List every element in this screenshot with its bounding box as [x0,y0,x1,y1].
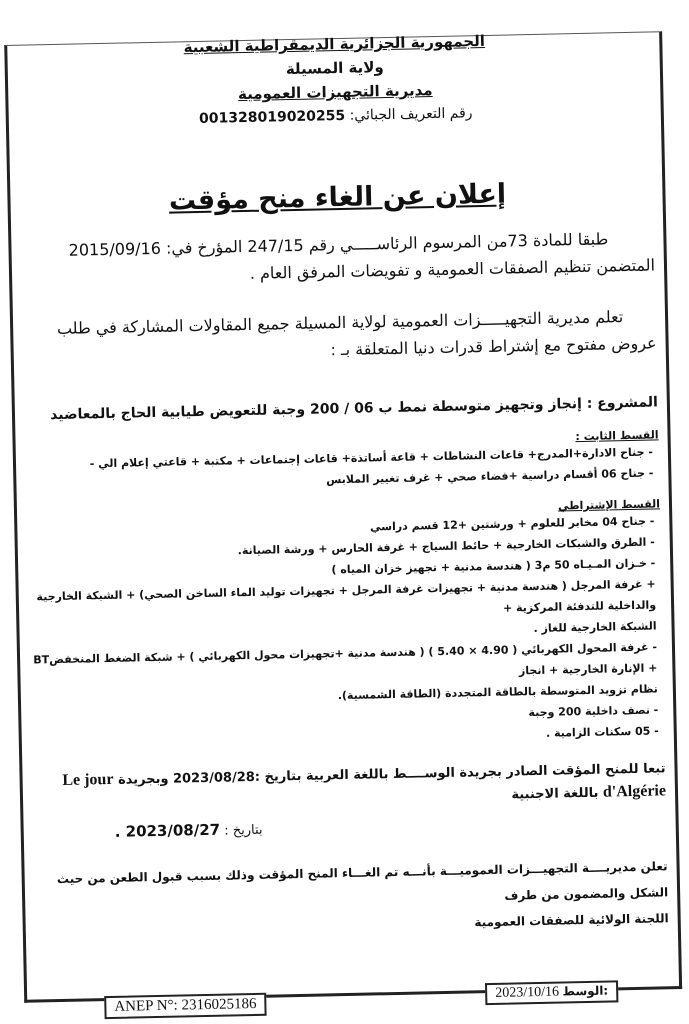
document-sheet [0,1,688,1015]
header [18,25,652,134]
closing-line-2: اللجنة الولائية للصفقات العمومية [474,911,669,930]
newspaper-name: الوسط: [562,983,609,999]
reference-suffix: باللغة الاجنبية [511,785,599,803]
reference-line [33,757,666,816]
province-name: ولاية المسيلة [285,58,384,79]
closing-line-1: تعلن مديريــــة التجهيـــزات العموميـــة بأنـــه تم الغـــاء المنح المؤقت وذلك بسبب قبول الطعن من حيث الشكل والمضمون من طرف [56,859,669,903]
optional-item-5: الشبكة الخارجية للغاز . [533,619,657,636]
notice-line-1: تعلم مديرية التجهيـــــزات العمومية لولاية المسيلة جميع المقاولات المشاركة في طلب [56,307,624,338]
optional-section-heading: القسط الإشتراطي [557,497,661,513]
project [26,390,658,427]
date-value: 2023/08/27 . [114,820,221,841]
foreign-newspaper: Le jour d'Algérie [62,770,667,801]
fixed-item-2: - جناح 06 أقسام دراسية +فضاء صحي + غرف تغيير الملابس [326,466,654,487]
optional-item-1: - جناح 04 مخابر للعلوم + ورشتين +12 قسم دراسي [369,514,655,534]
project-text: إنجاز وتجهيز متوسطة نمط ب 06 / 200 وجبة للتعويض طيابية الحاج بالمعاضيد [50,395,583,424]
tax-id-label: رقم التعريف الجبائي: [349,105,473,124]
optional-item-7: نظام تزويد المتوسطة بالطاقة المتجددة (الطاقة الشمسية). [337,682,658,703]
reference-text: تبعا للمنح المؤقت الصادر بجريدة الوســــط باللغة العربية بتاريخ :2023/08/28 وبجريدة [117,761,666,788]
republic-name: الجمهورية الجزائرية الديمقراطية الشعبية [183,31,486,57]
date-label: بتاريخ : [224,822,263,839]
closing-statement [35,853,668,944]
notice-line-2: عروض مفتوح مع إشتراط قدرات دنيا المتعلقة بـ : [330,333,657,360]
optional-item-2: - الطرق والشبكات الخارجية + حائط السياج + غرفة الحارس + ورشة الصيانة. [237,535,655,558]
newspaper-date-box [485,980,618,1005]
optional-item-4: + غرفة المرجل ( هندسة مدنية + تجهيزات غرفة المرجل + تجهيزات توليد الماء الساخن الصحي) + الشبكة الخارجية والداخلية للتدفئة المركزية + [36,577,657,615]
reference-date [35,811,667,842]
announcement-body [18,25,669,974]
project-label: المشروع : [586,394,659,412]
intro-line-1: طبقا للمادة 73من المرسوم الرئاســـــي رقم 247/15 المؤرخ في: 2015/09/16 [68,229,609,260]
fixed-section-heading: القسط الثابت : [575,428,659,444]
announcement-title: إعلان عن الغاء منح مؤقت [168,178,507,217]
intro-line-2: المتضمن تنظيم الصفقات العمومية و تفويضات المرفق العام . [249,255,656,283]
optional-item-9: - 05 سكنات الزامية . [545,724,659,740]
anep-number-box: ANEP N°: 2316025186 [104,993,267,1019]
optional-item-8: - نصف داخلية 200 وجبة [528,703,659,720]
directorate-name: مديرية التجهيزات العمومية [237,81,433,104]
optional-item-3: - خـزان المـيـاه 50 م3 ( هندسة مدنية + تجهيز خزان المياه ) [331,556,656,577]
newspaper-date: 2023/10/16 [495,984,560,1001]
tax-id-number: 001328019020255 [198,107,346,127]
optional-item-6: - غرفة المحول الكهربائي ( 4.90 × 5.40 ) ( هندسة مدنية +تجهيزات محول الكهربائي ) + شبكة الضغط المنخفضBT + الإنارة الخارجية + انجاز [33,640,658,678]
fixed-item-1: - جناح الادارة+المدرج+ قاعات النشاطات + قاعة أساتذة+ قاعات إجتماعات + مكتبة + قاعتي إعلام الي - [89,445,654,471]
